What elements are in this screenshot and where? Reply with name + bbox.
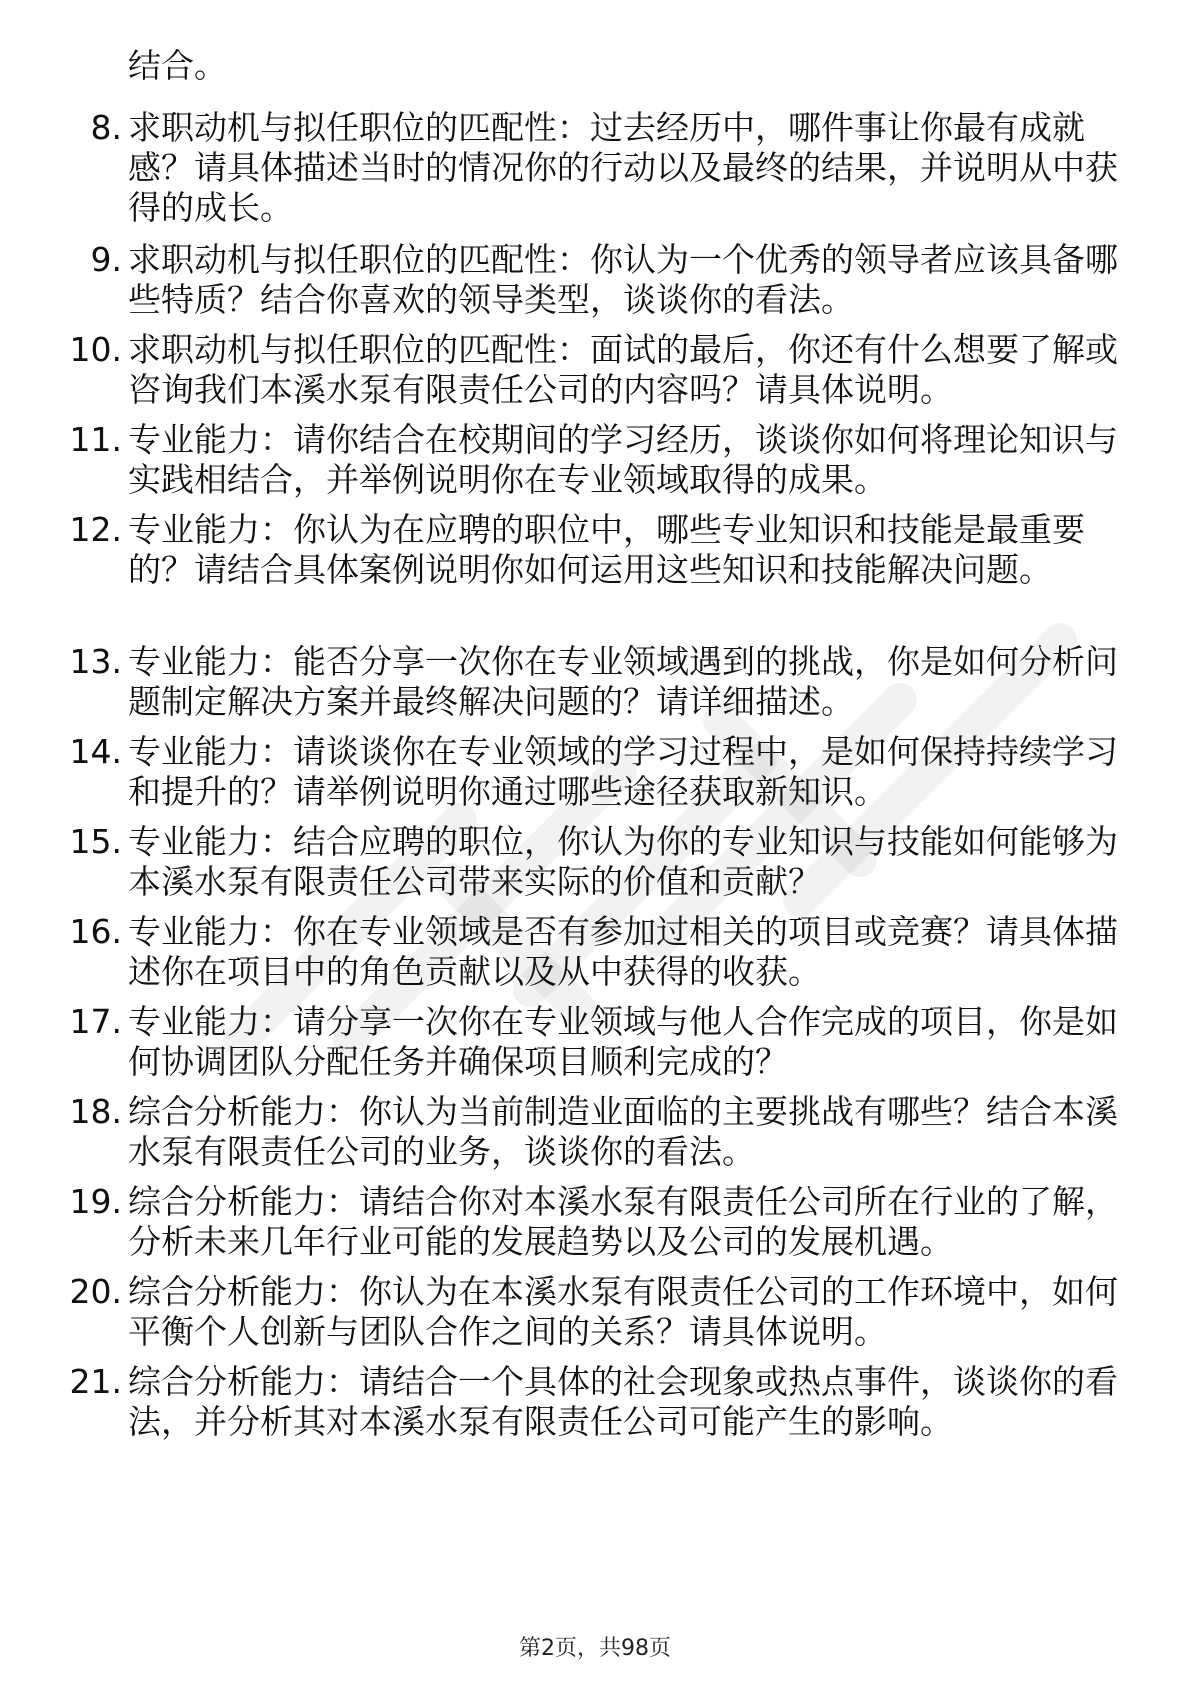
item-number: 15.	[69, 822, 122, 861]
item-number: 14.	[69, 732, 122, 771]
item-text: 专业能力：请谈谈你在专业领域的学习过程中，是如何保持持续学习和提升的？请举例说明你通过哪些途径获取新知识。	[128, 732, 1118, 811]
item-number: 13.	[69, 642, 122, 681]
page-footer: 第2页，共98页	[519, 1636, 671, 1661]
item-text: 综合分析能力：你认为当前制造业面临的主要挑战有哪些？结合本溪水泵有限责任公司的业务，谈谈你的看法。	[128, 1092, 1118, 1171]
item-number: 20.	[69, 1272, 122, 1311]
item-text: 专业能力：能否分享一次你在专业领域遇到的挑战，你是如何分析问题制定解决方案并最终解决问题的？请详细描述。	[128, 642, 1118, 721]
item-text: 求职动机与拟任职位的匹配性：过去经历中，哪件事让你最有成就感？请具体描述当时的情况你的行动以及最终的结果，并说明从中获得的成长。	[128, 108, 1118, 227]
item-number: 11.	[69, 420, 122, 459]
item-text: 专业能力：结合应聘的职位，你认为你的专业知识与技能如何能够为本溪水泵有限责任公司带来实际的价值和贡献？	[128, 822, 1118, 901]
item-text: 专业能力：你在专业领域是否有参加过相关的项目或竞赛？请具体描述你在项目中的角色贡献以及从中获得的收获。	[128, 912, 1118, 991]
item-text: 专业能力：你认为在应聘的职位中，哪些专业知识和技能是最重要的？请结合具体案例说明你如何运用这些知识和技能解决问题。	[128, 510, 1085, 589]
item-number: 9.	[90, 240, 122, 279]
continuation-text: 结合。	[128, 46, 227, 85]
item-text: 求职动机与拟任职位的匹配性：面试的最后，你还有什么想要了解或咨询我们本溪水泵有限责任公司的内容吗？请具体说明。	[128, 330, 1118, 409]
item-number: 18.	[69, 1092, 122, 1131]
item-number: 16.	[69, 912, 122, 951]
item-text: 专业能力：请你结合在校期间的学习经历，谈谈你如何将理论知识与实践相结合，并举例说明你在专业领域取得的成果。	[128, 420, 1118, 499]
item-text: 专业能力：请分享一次你在专业领域与他人合作完成的项目，你是如何协调团队分配任务并确保项目顺利完成的？	[128, 1002, 1118, 1081]
item-number: 21.	[69, 1362, 122, 1401]
item-number: 8.	[90, 108, 122, 147]
item-text: 综合分析能力：你认为在本溪水泵有限责任公司的工作环境中，如何平衡个人创新与团队合作之间的关系？请具体说明。	[128, 1272, 1118, 1351]
item-text: 综合分析能力：请结合一个具体的社会现象或热点事件，谈谈你的看法，并分析其对本溪水泵有限责任公司可能产生的影响。	[128, 1362, 1118, 1441]
item-number: 19.	[69, 1182, 122, 1221]
item-number: 12.	[69, 510, 122, 549]
item-number: 10.	[69, 330, 122, 369]
item-text: 综合分析能力：请结合你对本溪水泵有限责任公司所在行业的了解，分析未来几年行业可能的发展趋势以及公司的发展机遇。	[128, 1182, 1118, 1261]
item-text: 求职动机与拟任职位的匹配性：你认为一个优秀的领导者应该具备哪些特质？结合你喜欢的领导类型，谈谈你的看法。	[128, 240, 1118, 319]
item-number: 17.	[69, 1002, 122, 1041]
